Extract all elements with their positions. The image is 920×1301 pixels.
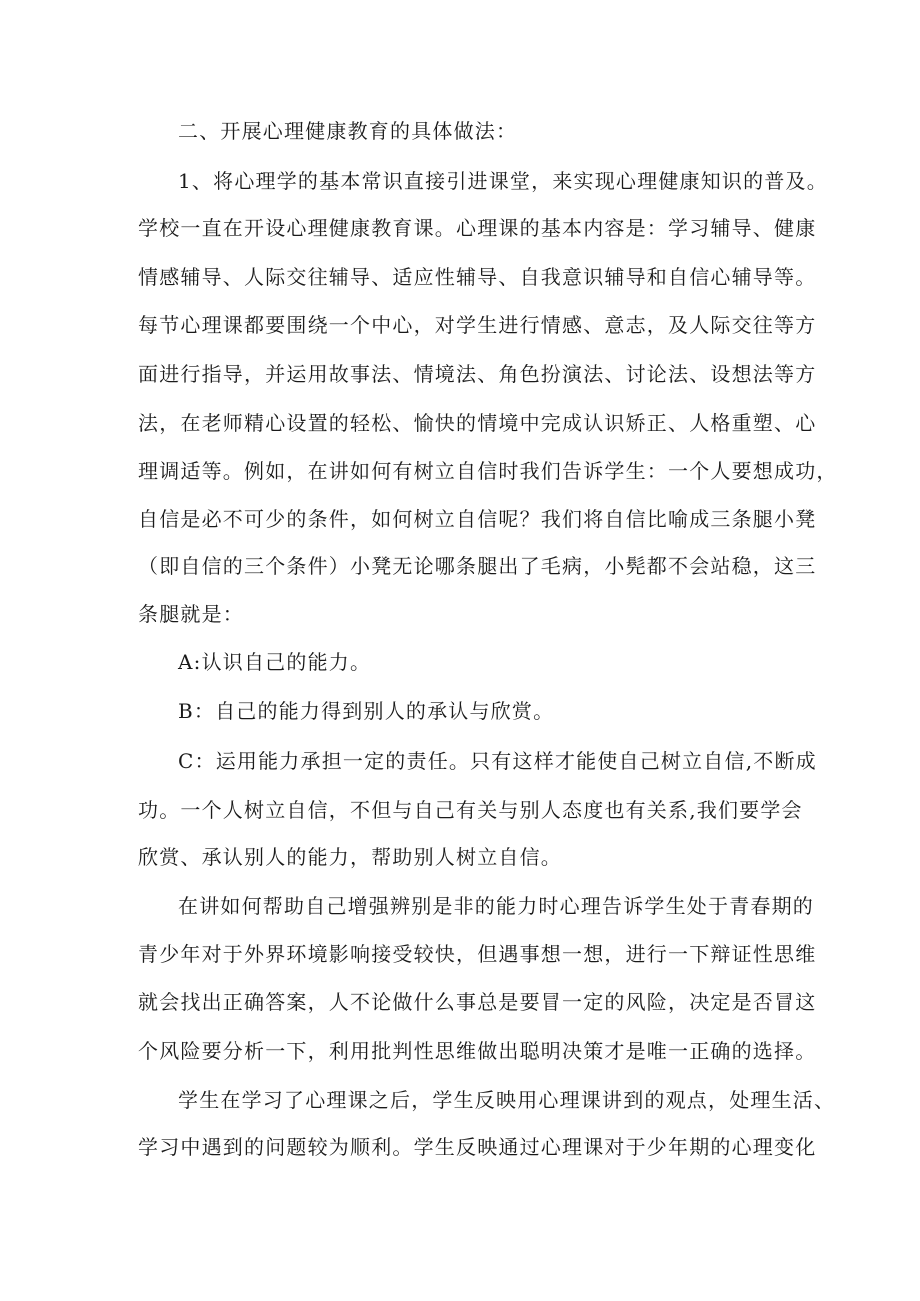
paragraph-line: 个风险要分析一下，利用批判性思维做出聪明决策才是唯一正确的选择。: [138, 1039, 817, 1063]
list-item: B：自己的能力得到别人的承认与欣赏。: [178, 699, 555, 723]
paragraph-line: 青少年对于外界环境影响接受较快，但遇事想一想，进行一下辩证性思维: [138, 942, 817, 966]
paragraph-line: 理调适等。例如，在讲如何有树立自信时我们告诉学生：一个人要想成功，: [138, 459, 838, 483]
paragraph-line: 欣赏、承认别人的能力，帮助别人树立自信。: [138, 845, 562, 869]
paragraph-line: 1、将心理学的基本常识直接引进课堂，来实现心理健康知识的普及。: [178, 169, 828, 193]
paragraph-line: 学习中遇到的问题较为顺利。学生反映通过心理课对于少年期的心理变化: [138, 1135, 817, 1159]
paragraph-line: 面进行指导，并运用故事法、情境法、角色扮演法、讨论法、设想法等方: [138, 362, 817, 386]
list-item: A:认识自己的能力。: [178, 650, 372, 674]
paragraph-line: 学校一直在开设心理健康教育课。心理课的基本内容是：学习辅导、健康: [138, 216, 817, 240]
paragraph-line: 自信是必不可少的条件，如何树立自信呢？我们将自信比喻成三条腿小凳: [138, 507, 817, 531]
list-item: C：运用能力承担一定的责任。只有这样才能使自己树立自信,不断成: [178, 749, 817, 773]
paragraph-line: 情感辅导、人际交往辅导、适应性辅导、自我意识辅导和自信心辅导等。: [138, 265, 817, 289]
paragraph-line: 每节心理课都要围绕一个中心，对学生进行情感、意志，及人际交往等方: [138, 313, 817, 337]
paragraph-line: （即自信的三个条件）小凳无论哪条腿出了毛病，小髡都不会站稳，这三: [138, 554, 817, 578]
section-heading: 二、开展心理健康教育的具体做法：: [178, 119, 518, 143]
paragraph-line: 在讲如何帮助自己增强辨别是非的能力时心理告诉学生处于青春期的: [178, 894, 814, 918]
paragraph-line: 功。一个人树立自信，不但与自己有关与别人态度也有关系,我们要学会: [138, 798, 803, 822]
paragraph-line: 法，在老师精心设置的轻松、愉快的情境中完成认识矫正、人格重塑、心: [138, 411, 817, 435]
paragraph-line: 条腿就是：: [138, 602, 244, 626]
paragraph-line: 学生在学习了心理课之后，学生反映用心理课讲到的观点，处理生活、: [178, 1088, 836, 1112]
paragraph-line: 就会找出正确答案，人不论做什么事总是要冒一定的风险，决定是否冒这: [138, 990, 817, 1014]
